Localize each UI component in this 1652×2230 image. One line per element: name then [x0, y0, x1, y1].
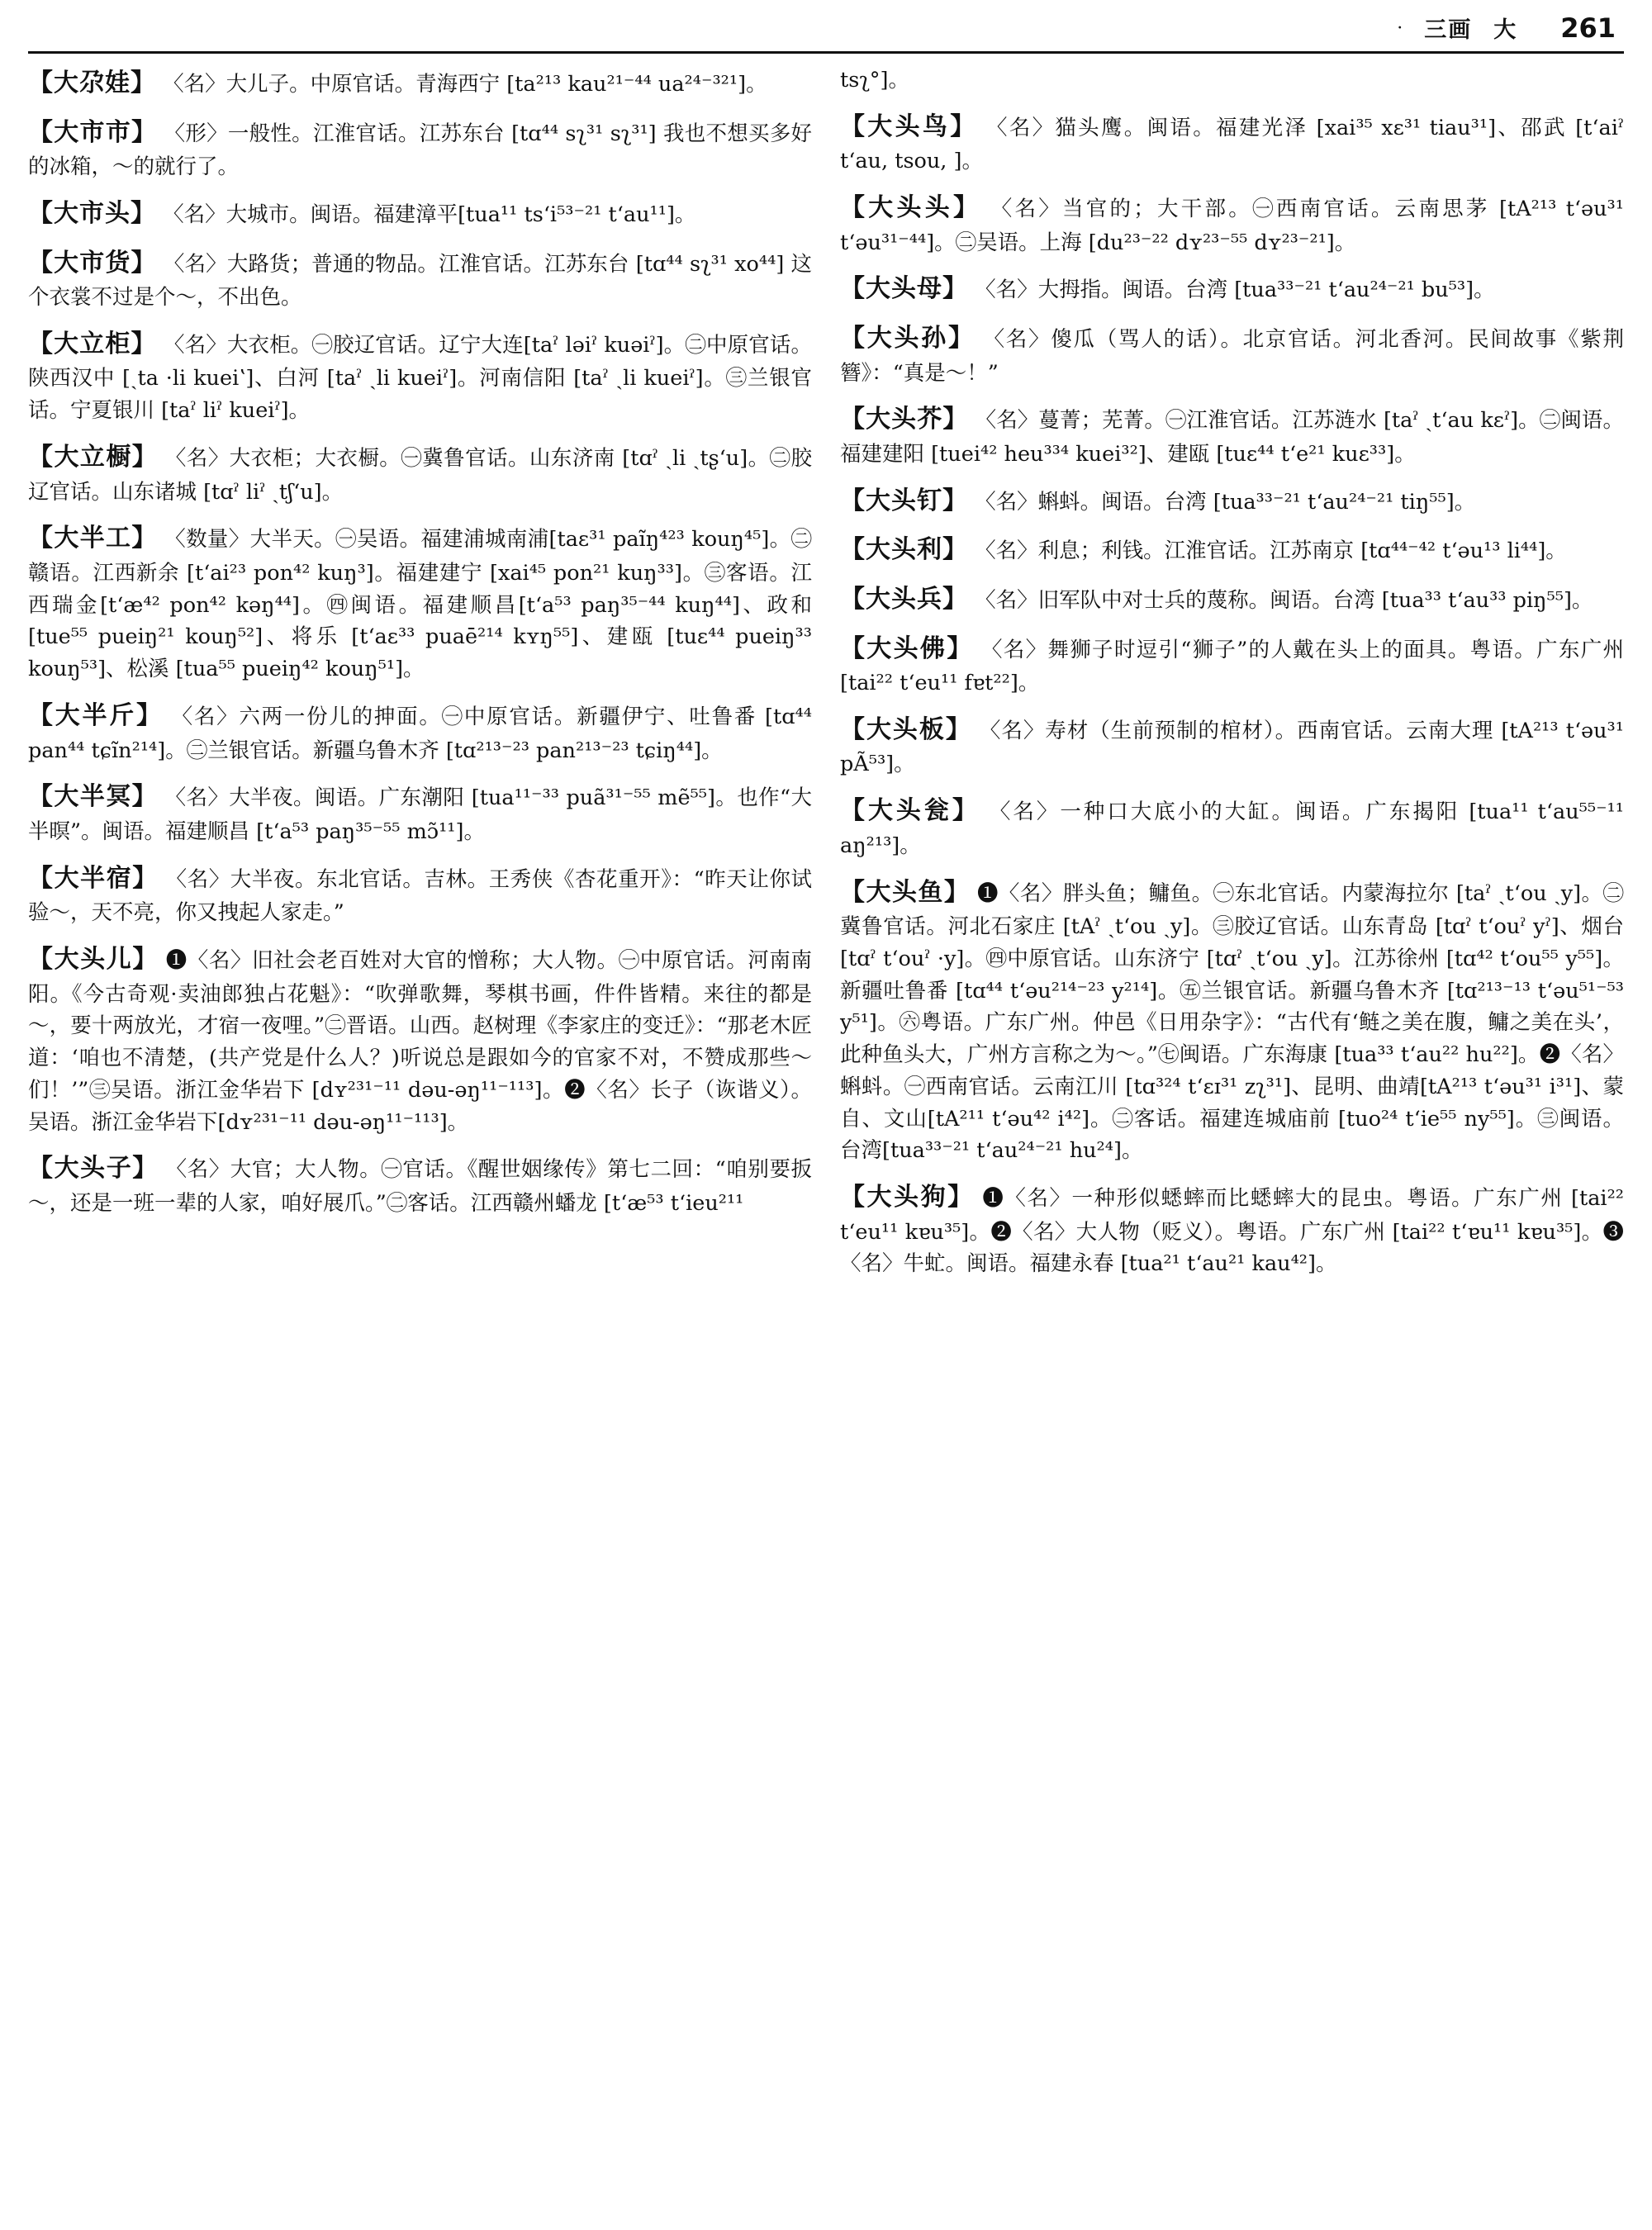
header-section: 三画 [1424, 17, 1473, 43]
dictionary-entry [840, 108, 1624, 178]
dictionary-entry [28, 195, 812, 233]
entry-headword: 【大头鸟】 [840, 112, 978, 141]
entry-body: 〈名〉大衣柜；大衣橱。㊀冀鲁官话。山东济南 [tɑˀ ˏli ˏtʂʻu]。㊁胶辽官话。山东诸城 [tɑˀ liˀ ˏtʃʻu]。 [28, 445, 813, 505]
dictionary-entry [28, 697, 812, 766]
entry-headword: 【大半宿】 [28, 863, 159, 893]
dictionary-entry [840, 874, 1624, 1168]
entry-body: 〈名〉六两一份儿的抻面。㊀中原官话。新疆伊宁、吐鲁番 [tɑ⁴⁴ pan⁴⁴ tɕĩn²¹⁴]。㊁兰银官话。新疆乌鲁木齐 [tɑ²¹³⁻²³ pan²¹³⁻²³ tɕiŋ⁴⁴]。 [28, 704, 812, 763]
entry-body: 〈名〉大半夜。东北官话。吉林。王秀侠《杏花重开》：“昨天让你试验～，天不亮，你又拽起人家走。” [28, 866, 813, 926]
dictionary-entry [840, 630, 1624, 700]
entry-headword: 【大半工】 [28, 524, 158, 553]
dictionary-entry [28, 778, 812, 847]
entry-headword: 【大半斤】 [28, 700, 164, 730]
entry-headword: 【大头利】 [840, 535, 968, 565]
entry-headword: 【大头母】 [840, 274, 968, 304]
entry-body: 〈名〉蝌蚪。闽语。台湾 [tua³³⁻²¹ tʻau²⁴⁻²¹ tiŋ⁵⁵]。 [975, 489, 1476, 515]
entry-body: ❶〈名〉胖头鱼；鳙鱼。㊀东北官话。内蒙海拉尔 [taˀ ˏtʻou ˏy]。㊁冀鲁官话。河北石家庄 [tAˀ ˏtʻou ˏy]。㊂胶辽官话。山东青岛 [tɑˀ tʻouˀ yˀ]、烟台[tɑˀ tʻouˀ ·y]。㊃中原官话。山东济宁 [tɑˀ ˏtʻou ˏy]。江苏徐州 [tɑ⁴² tʻou⁵⁵ y⁵⁵]。新疆吐鲁番 [tɑ⁴⁴ tʻəu²¹⁴⁻²³ y²¹⁴]。㊄兰银官话。新疆乌鲁木齐 [tɑ²¹³⁻¹³ tʻəu⁵¹⁻⁵³ y⁵¹]。㊅粤语。广东广州。仲邑《日用杂字》：“古代有‘鲢之美在腹，鳙之美在头’，此种鱼头大，广州方言称之为～。”㊆闽语。广东海康 [tua³³ tʻau²² hu²²]。❷〈名〉蝌蚪。㊀西南官话。云南江川 [tɑ³²⁴ tʻɛɪ³¹ zʅ³¹]、昆明、曲靖[tA²¹³ tʻəu³¹ i³¹]、蒙自、文山[tA²¹¹ tʻəu⁴² i⁴²]。㊁客话。福建连城庙前 [tuo²⁴ tʻie⁵⁵ ny⁵⁵]。㊂闽语。台湾[tua³³⁻²¹ tʻau²⁴⁻²¹ hu²⁴]。 [840, 880, 1624, 1164]
header-divider [28, 51, 1624, 54]
dictionary-entry [840, 482, 1624, 520]
dictionary-entry [28, 114, 812, 183]
dictionary-entry [840, 401, 1624, 470]
entry-headword: 【大头鱼】 [840, 877, 971, 907]
header-character: 大 [1493, 17, 1517, 43]
dictionary-entry [28, 244, 812, 314]
entry-headword: 【大半冥】 [28, 782, 159, 812]
entry-body: 〈名〉一种口大底小的大缸。闽语。广东揭阳 [tua¹¹ tʻau⁵⁵⁻¹¹ aŋ²¹³]。 [840, 799, 1625, 858]
entry-body: 〈名〉蔓菁；芜菁。㊀江淮官话。江苏涟水 [taˀ ˏtʻau kɛˀ]。㊁闽语。福建建阳 [tuei⁴² heu³³⁴ kuei³²]、建瓯 [tuɛ⁴⁴ tʻe²¹ kuɛ³³]。 [840, 408, 1625, 467]
page-number: 261 [1560, 12, 1616, 44]
entry-body: 〈名〉傻瓜（骂人的话）。北京官话。河北香河。民间故事《紫荆簪》：“真是～！” [840, 327, 1625, 386]
dictionary-entry [840, 1179, 1624, 1280]
dictionary-entry [28, 860, 812, 929]
entry-headword: 【大头瓮】 [840, 796, 980, 826]
entry-headword: 【大头头】 [840, 193, 982, 223]
entry-body: 〈名〉旧军队中对士兵的蔑称。闽语。台湾 [tua³³ tʻau³³ piŋ⁵⁵]。 [975, 587, 1593, 613]
entry-headword: 【大市市】 [28, 117, 158, 147]
entry-headword: 【大头狗】 [840, 1183, 975, 1212]
entry-headword: 【大头儿】 [28, 944, 159, 974]
entry-body: 〈名〉大儿子。中原官话。青海西宁 [ta²¹³ kau²¹⁻⁴⁴ ua²⁴⁻³²¹]。 [163, 72, 767, 97]
entry-body: 〈名〉大半夜。闽语。广东潮阳 [tua¹¹⁻³³ puã³¹⁻⁵⁵ mẽ⁵⁵]。也作“大半暝”。闽语。福建顺昌 [tʻa⁵³ paŋ³⁵⁻⁵⁵ mɔ̃¹¹]。 [28, 785, 813, 844]
entry-headword: 【大头孙】 [840, 324, 976, 353]
entry-body: 〈名〉利息；利钱。江淮官话。江苏南京 [tɑ⁴⁴⁻⁴² tʻəu¹³ li⁴⁴]。 [975, 539, 1567, 564]
entry-body: 〈名〉舞狮子时逗引“狮子”的人戴在头上的面具。粤语。广东广州 [tai²² tʻeu¹¹ fɐt²²]。 [840, 637, 1625, 696]
dictionary-entry [28, 325, 812, 427]
dictionary-entry [840, 320, 1624, 389]
dictionary-entry [28, 1150, 812, 1219]
entry-headword: 【大头子】 [28, 1154, 159, 1184]
dictionary-entry [840, 270, 1624, 308]
dictionary-entry [28, 439, 812, 508]
entry-body: 〈数量〉大半天。㊀吴语。福建浦城南浦[taɛ³¹ paĩŋ⁴²³ kouŋ⁴⁵]。㊁赣语。江西新余 [tʻai²³ pon⁴² kuŋ³]。福建建宁 [xai⁴⁵ pon²¹ kuŋ³³]。㊂客语。江西瑞金[tʻæ⁴² pon⁴² kəŋ⁴⁴]。㊃闽语。福建顺昌[tʻa⁵³ paŋ³⁵⁻⁴⁴ kuŋ⁴⁴]、政和 [tue⁵⁵ pueiŋ²¹ kouŋ⁵²]、将乐 [tʻaɛ³³ puaē²¹⁴ kʏŋ⁵⁵]、建瓯 [tuɛ⁴⁴ pueiŋ³³ kouŋ⁵³]、松溪 [tua⁵⁵ pueiŋ⁴² kouŋ⁵¹]。 [28, 527, 812, 682]
entry-headword: 【大头芥】 [840, 405, 969, 434]
dictionary-entry [840, 189, 1624, 259]
text-columns [28, 64, 1624, 2212]
entry-body: 〈名〉大官；大人物。㊀官话。《醒世姻缘传》第七二回：“咱别要扳～，还是一班一辈的人家，咱好展爪。”㊁客话。江西赣州蟠龙 [tʻæ⁵³ tʻieu²¹¹ [28, 1157, 813, 1216]
dictionary-entry [840, 711, 1624, 780]
continued-text: tsʅ°]。 [840, 68, 909, 93]
entry-headword: 【大立橱】 [28, 442, 159, 472]
column-left [28, 64, 812, 2212]
dictionary-entry [28, 941, 812, 1138]
column-right [840, 64, 1624, 2212]
entry-body: 〈名〉大城市。闽语。福建漳平[tua¹¹ tsʻi⁵³⁻²¹ tʻau¹¹]。 [163, 202, 696, 227]
entry-body: ❶〈名〉一种形似蟋蟀而比蟋蟀大的昆虫。粤语。广东广州 [tai²² tʻeu¹¹ kɐu³⁵]。❷〈名〉大人物（贬义）。粤语。广东广州 [tai²² tʻɐu¹¹ kɐu³⁵]。❸〈名〉牛虻。闽语。福建永春 [tua²¹ tʻau²¹ kau⁴²]。 [840, 1186, 1625, 1277]
entry-headword: 【大市头】 [28, 198, 156, 228]
entry-headword: 【大尕娃】 [28, 69, 156, 97]
entry-headword: 【大立柜】 [28, 329, 157, 358]
page-header [0, 12, 1652, 56]
entry-headword: 【大头钉】 [840, 486, 968, 515]
dictionary-entry [28, 520, 812, 686]
entry-body: 〈名〉当官的；大干部。㊀西南官话。云南思茅 [tA²¹³ tʻəu³¹ tʻəu³¹⁻⁴⁴]。㊁吴语。上海 [du²³⁻²² dʏ²³⁻⁵⁵ dʏ²³⁻²¹]。 [840, 197, 1625, 255]
dictionary-entry [840, 531, 1624, 569]
dictionary-entry [840, 581, 1624, 619]
entry-headword: 【大头兵】 [840, 584, 968, 614]
entry-body: 〈形〉一般性。江淮官话。江苏东台 [tɑ⁴⁴ sʅ³¹ sʅ³¹] 我也不想买多好的冰箱，～的就行了。 [28, 121, 813, 180]
dictionary-entry [840, 792, 1624, 861]
header-dot: · [1397, 18, 1403, 39]
dictionary-entry [28, 64, 812, 102]
entry-headword: 【大头佛】 [840, 633, 974, 663]
entry-body: 〈名〉寿材（生前预制的棺材）。西南官话。云南大理 [tA²¹³ tʻəu³¹ pÃ⁵³]。 [840, 718, 1625, 777]
entry-headword: 【大头板】 [840, 714, 972, 744]
entry-body: 〈名〉大衣柜。㊀胶辽官话。辽宁大连[taˀ ləiˀ kuəiˀ]。㊁中原官话。陕西汉中 [ˏta ·li kueiʽ]、白河 [taˀ ˏli kueiˀ]。河南信阳 [taˀ ˏli kueiˀ]。㊂兰银官话。宁夏银川 [taˀ liˀ kueiˀ]。 [28, 332, 813, 424]
entry-body: 〈名〉猫头鹰。闽语。福建光泽 [xai³⁵ xɛ³¹ tiau³¹]、邵武 [tʻaiˀ tʻau, tsou, ]。 [840, 115, 1625, 174]
entry-body: 〈名〉大拇指。闽语。台湾 [tua³³⁻²¹ tʻau²⁴⁻²¹ bu⁵³]。 [975, 278, 1495, 303]
entry-body: 〈名〉大路货；普通的物品。江淮官话。江苏东台 [tɑ⁴⁴ sʅ³¹ xo⁴⁴] 这个衣裳不过是个～，不出色。 [28, 251, 813, 311]
entry-body: ❶〈名〉旧社会老百姓对大官的憎称；大人物。㊀中原官话。河南南阳。《今古奇观·卖油郎独占花魁》：“吹弹歌舞，琴棋书画，件件皆精。来往的都是～，要十两放光，才宿一夜哩。”㊁晋语。山西。赵树理《李家庄的变迁》：“那老木匠道：‘咱也不清楚，(共产党是什么人？)听说总是跟如今的官家不对，不赞成那些～们！’”㊂吴语。浙江金华岩下 [dʏ²³¹⁻¹¹ dəu-əŋ¹¹⁻¹¹³]。❷〈名〉长子（诙谐义）。吴语。浙江金华岩下[dʏ²³¹⁻¹¹ dəu-əŋ¹¹⁻¹¹³]。 [28, 947, 812, 1135]
entry-headword: 【大市货】 [28, 248, 157, 278]
